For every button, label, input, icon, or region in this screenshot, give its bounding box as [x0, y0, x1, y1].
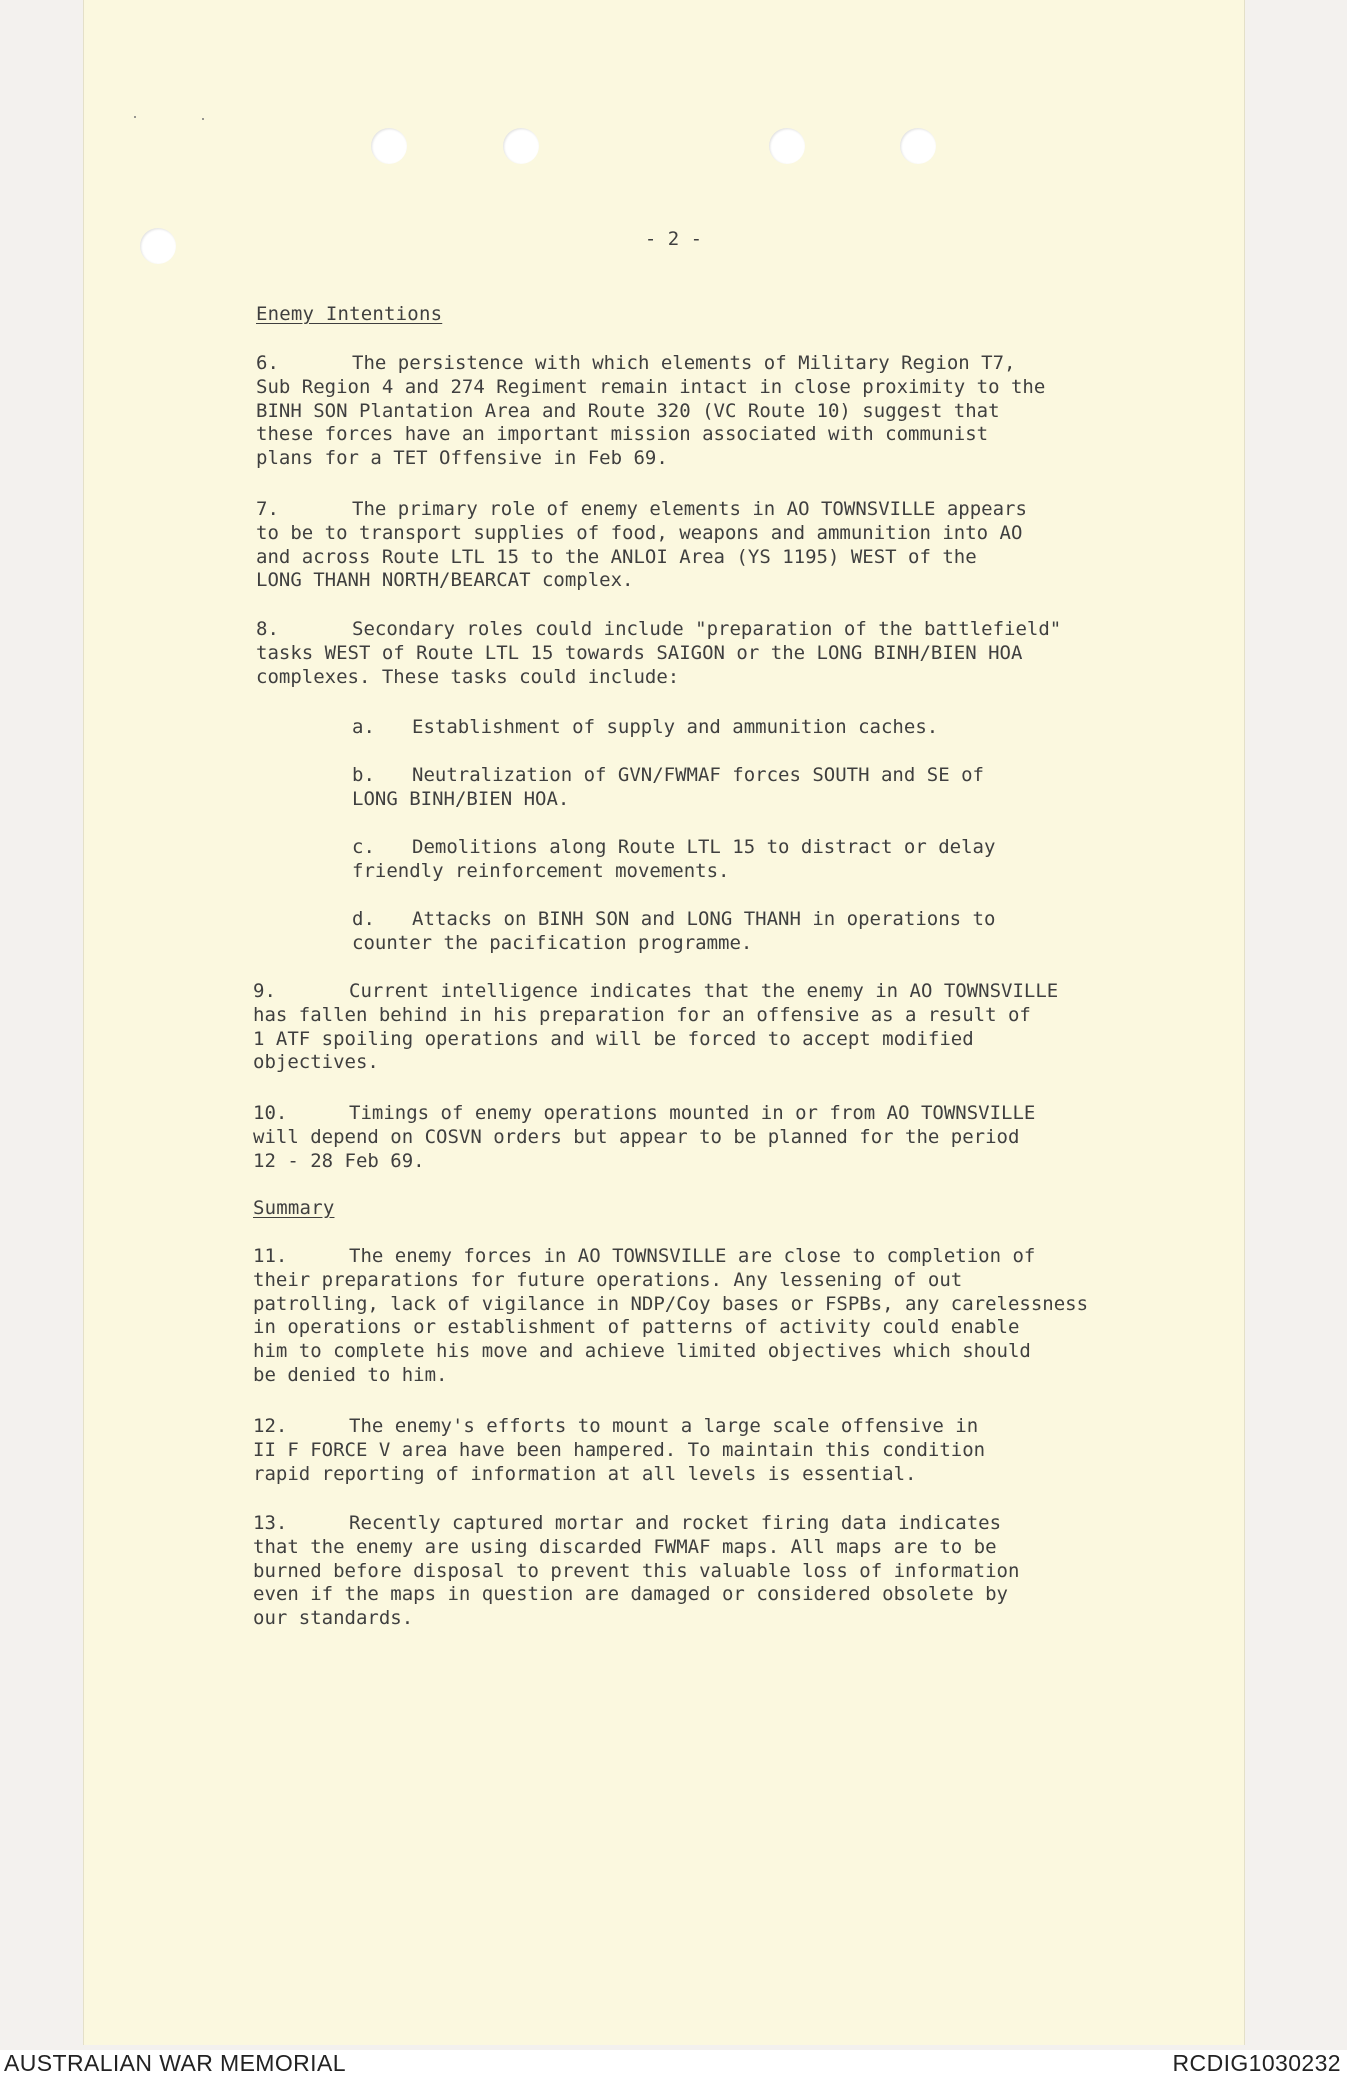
- paragraph-line: plans for a TET Offensive in Feb 69.: [256, 447, 668, 470]
- paragraph-line: objectives.: [253, 1051, 379, 1074]
- sub-item-line: [352, 764, 984, 788]
- paragraph-10: [253, 1102, 1035, 1173]
- paragraph-line: The primary role of enemy elements in AO TOWNSVILLE appears: [352, 498, 1027, 520]
- sub-item-b: [352, 764, 984, 812]
- paragraph-line: The enemy forces in AO TOWNSVILLE are close to completion of: [349, 1245, 1036, 1267]
- paragraph-line: Sub Region 4 and 274 Regiment remain intact in close proximity to the: [256, 375, 1046, 398]
- sub-item-a: [352, 716, 938, 740]
- sub-item-letter: d.: [352, 908, 375, 930]
- sub-item-text: Demolitions along Route LTL 15 to distract or delay: [412, 836, 996, 858]
- paragraph-line: LONG THANH NORTH/BEARCAT complex.: [256, 569, 634, 592]
- paragraph-line: in operations or establishment of patterns of activity could enable: [253, 1316, 1020, 1339]
- paragraph-9: [253, 980, 1058, 1075]
- paragraph-line: burned before disposal to prevent this valuable loss of information: [253, 1559, 1020, 1582]
- paragraph-8: [256, 618, 1061, 689]
- scan-speck: [202, 118, 204, 120]
- sub-item-letter: a.: [352, 716, 375, 738]
- paragraph-line: be denied to him.: [253, 1363, 448, 1386]
- footer-source: AUSTRALIAN WAR MEMORIAL: [4, 2050, 346, 2076]
- paragraph-line: Recently captured mortar and rocket firing data indicates: [349, 1512, 1002, 1534]
- punch-hole: [503, 128, 539, 164]
- section-heading-enemy-intentions: Enemy Intentions: [256, 303, 443, 325]
- paragraph-7: [256, 498, 1027, 593]
- paragraph-number: 10.: [253, 1102, 288, 1124]
- paragraph-line: and across Route LTL 15 to the ANLOI Area (YS 1195) WEST of the: [256, 545, 977, 568]
- paragraph-line: rapid reporting of information at all levels is essential.: [253, 1462, 917, 1485]
- sub-item-d: [352, 908, 995, 956]
- paragraph-6: [256, 352, 1045, 471]
- punch-hole: [900, 128, 936, 164]
- paragraph-line: Timings of enemy operations mounted in or from AO TOWNSVILLE: [349, 1102, 1036, 1124]
- paragraph-13: [253, 1512, 1019, 1631]
- paragraph-12: [253, 1415, 985, 1486]
- paragraph-line: tasks WEST of Route LTL 15 towards SAIGON or the LONG BINH/BIEN HOA: [256, 641, 1023, 664]
- paragraph-line: to be to transport supplies of food, weapons and ammunition into AO: [256, 521, 1023, 544]
- sub-item-text: Establishment of supply and ammunition caches.: [412, 716, 939, 738]
- paragraph-number: 9.: [253, 980, 276, 1002]
- paragraph-line: 12 - 28 Feb 69.: [253, 1149, 425, 1172]
- paragraph-11: [253, 1245, 1088, 1388]
- sub-item-letter: b.: [352, 764, 375, 786]
- paragraph-line: will depend on COSVN orders but appear to be planned for the period: [253, 1125, 1020, 1148]
- sub-item-line: [352, 836, 995, 860]
- sub-item-text: counter the pacification programme.: [352, 931, 753, 954]
- punch-hole: [371, 128, 407, 164]
- sub-item-text: friendly reinforcement movements.: [352, 859, 730, 882]
- paragraph-line: complexes. These tasks could include:: [256, 665, 680, 688]
- paragraph-line: The persistence with which elements of Military Region T7,: [352, 352, 1016, 374]
- scan-speck: [134, 116, 136, 118]
- paragraph-line: II F FORCE V area have been hampered. To maintain this condition: [253, 1438, 986, 1461]
- paragraph-line: has fallen behind in his preparation for an offensive as a result of: [253, 1003, 1031, 1026]
- paragraph-number: 7.: [256, 498, 279, 520]
- paragraph-line: our standards.: [253, 1607, 414, 1630]
- paragraph-line: BINH SON Plantation Area and Route 320 (VC Route 10) suggest that: [256, 399, 1000, 422]
- sub-item-text: Neutralization of GVN/FWMAF forces SOUTH and SE of: [412, 764, 984, 786]
- sub-item-line: [352, 908, 995, 932]
- sub-item-letter: c.: [352, 836, 375, 858]
- punch-hole: [769, 128, 805, 164]
- paragraph-line: these forces have an important mission associated with communist: [256, 423, 989, 446]
- paragraph-line: The enemy's efforts to mount a large scale offensive in: [349, 1415, 979, 1437]
- paragraph-line: him to complete his move and achieve limited objectives which should: [253, 1340, 1031, 1363]
- sub-item-text: LONG BINH/BIEN HOA.: [352, 787, 570, 810]
- sub-item-line: [352, 716, 938, 740]
- section-heading-summary: Summary: [253, 1197, 335, 1219]
- paragraph-number: 12.: [253, 1415, 288, 1437]
- paragraph-line: Secondary roles could include "preparation of the battlefield": [352, 618, 1062, 640]
- paragraph-line: 1 ATF spoiling operations and will be forced to accept modified: [253, 1027, 974, 1050]
- footer-record-id: RCDIG1030232: [1172, 2050, 1341, 2076]
- sub-item-c: [352, 836, 995, 884]
- paragraph-line: patrolling, lack of vigilance in NDP/Coy bases or FSPBs, any carelessness: [253, 1292, 1089, 1315]
- paragraph-number: 8.: [256, 618, 279, 640]
- paragraph-line: that the enemy are using discarded FWMAF maps. All maps are to be: [253, 1535, 997, 1558]
- paragraph-line: Current intelligence indicates that the enemy in AO TOWNSVILLE: [349, 980, 1059, 1002]
- paragraph-line: their preparations for future operations. Any lessening of out: [253, 1268, 963, 1291]
- sub-item-text: Attacks on BINH SON and LONG THANH in operations to: [412, 908, 996, 930]
- page-number: - 2 -: [644, 228, 703, 250]
- paragraph-number: 11.: [253, 1245, 288, 1267]
- paragraph-number: 13.: [253, 1512, 288, 1534]
- paragraph-line: even if the maps in question are damaged or considered obsolete by: [253, 1583, 1008, 1606]
- paragraph-number: 6.: [256, 352, 279, 374]
